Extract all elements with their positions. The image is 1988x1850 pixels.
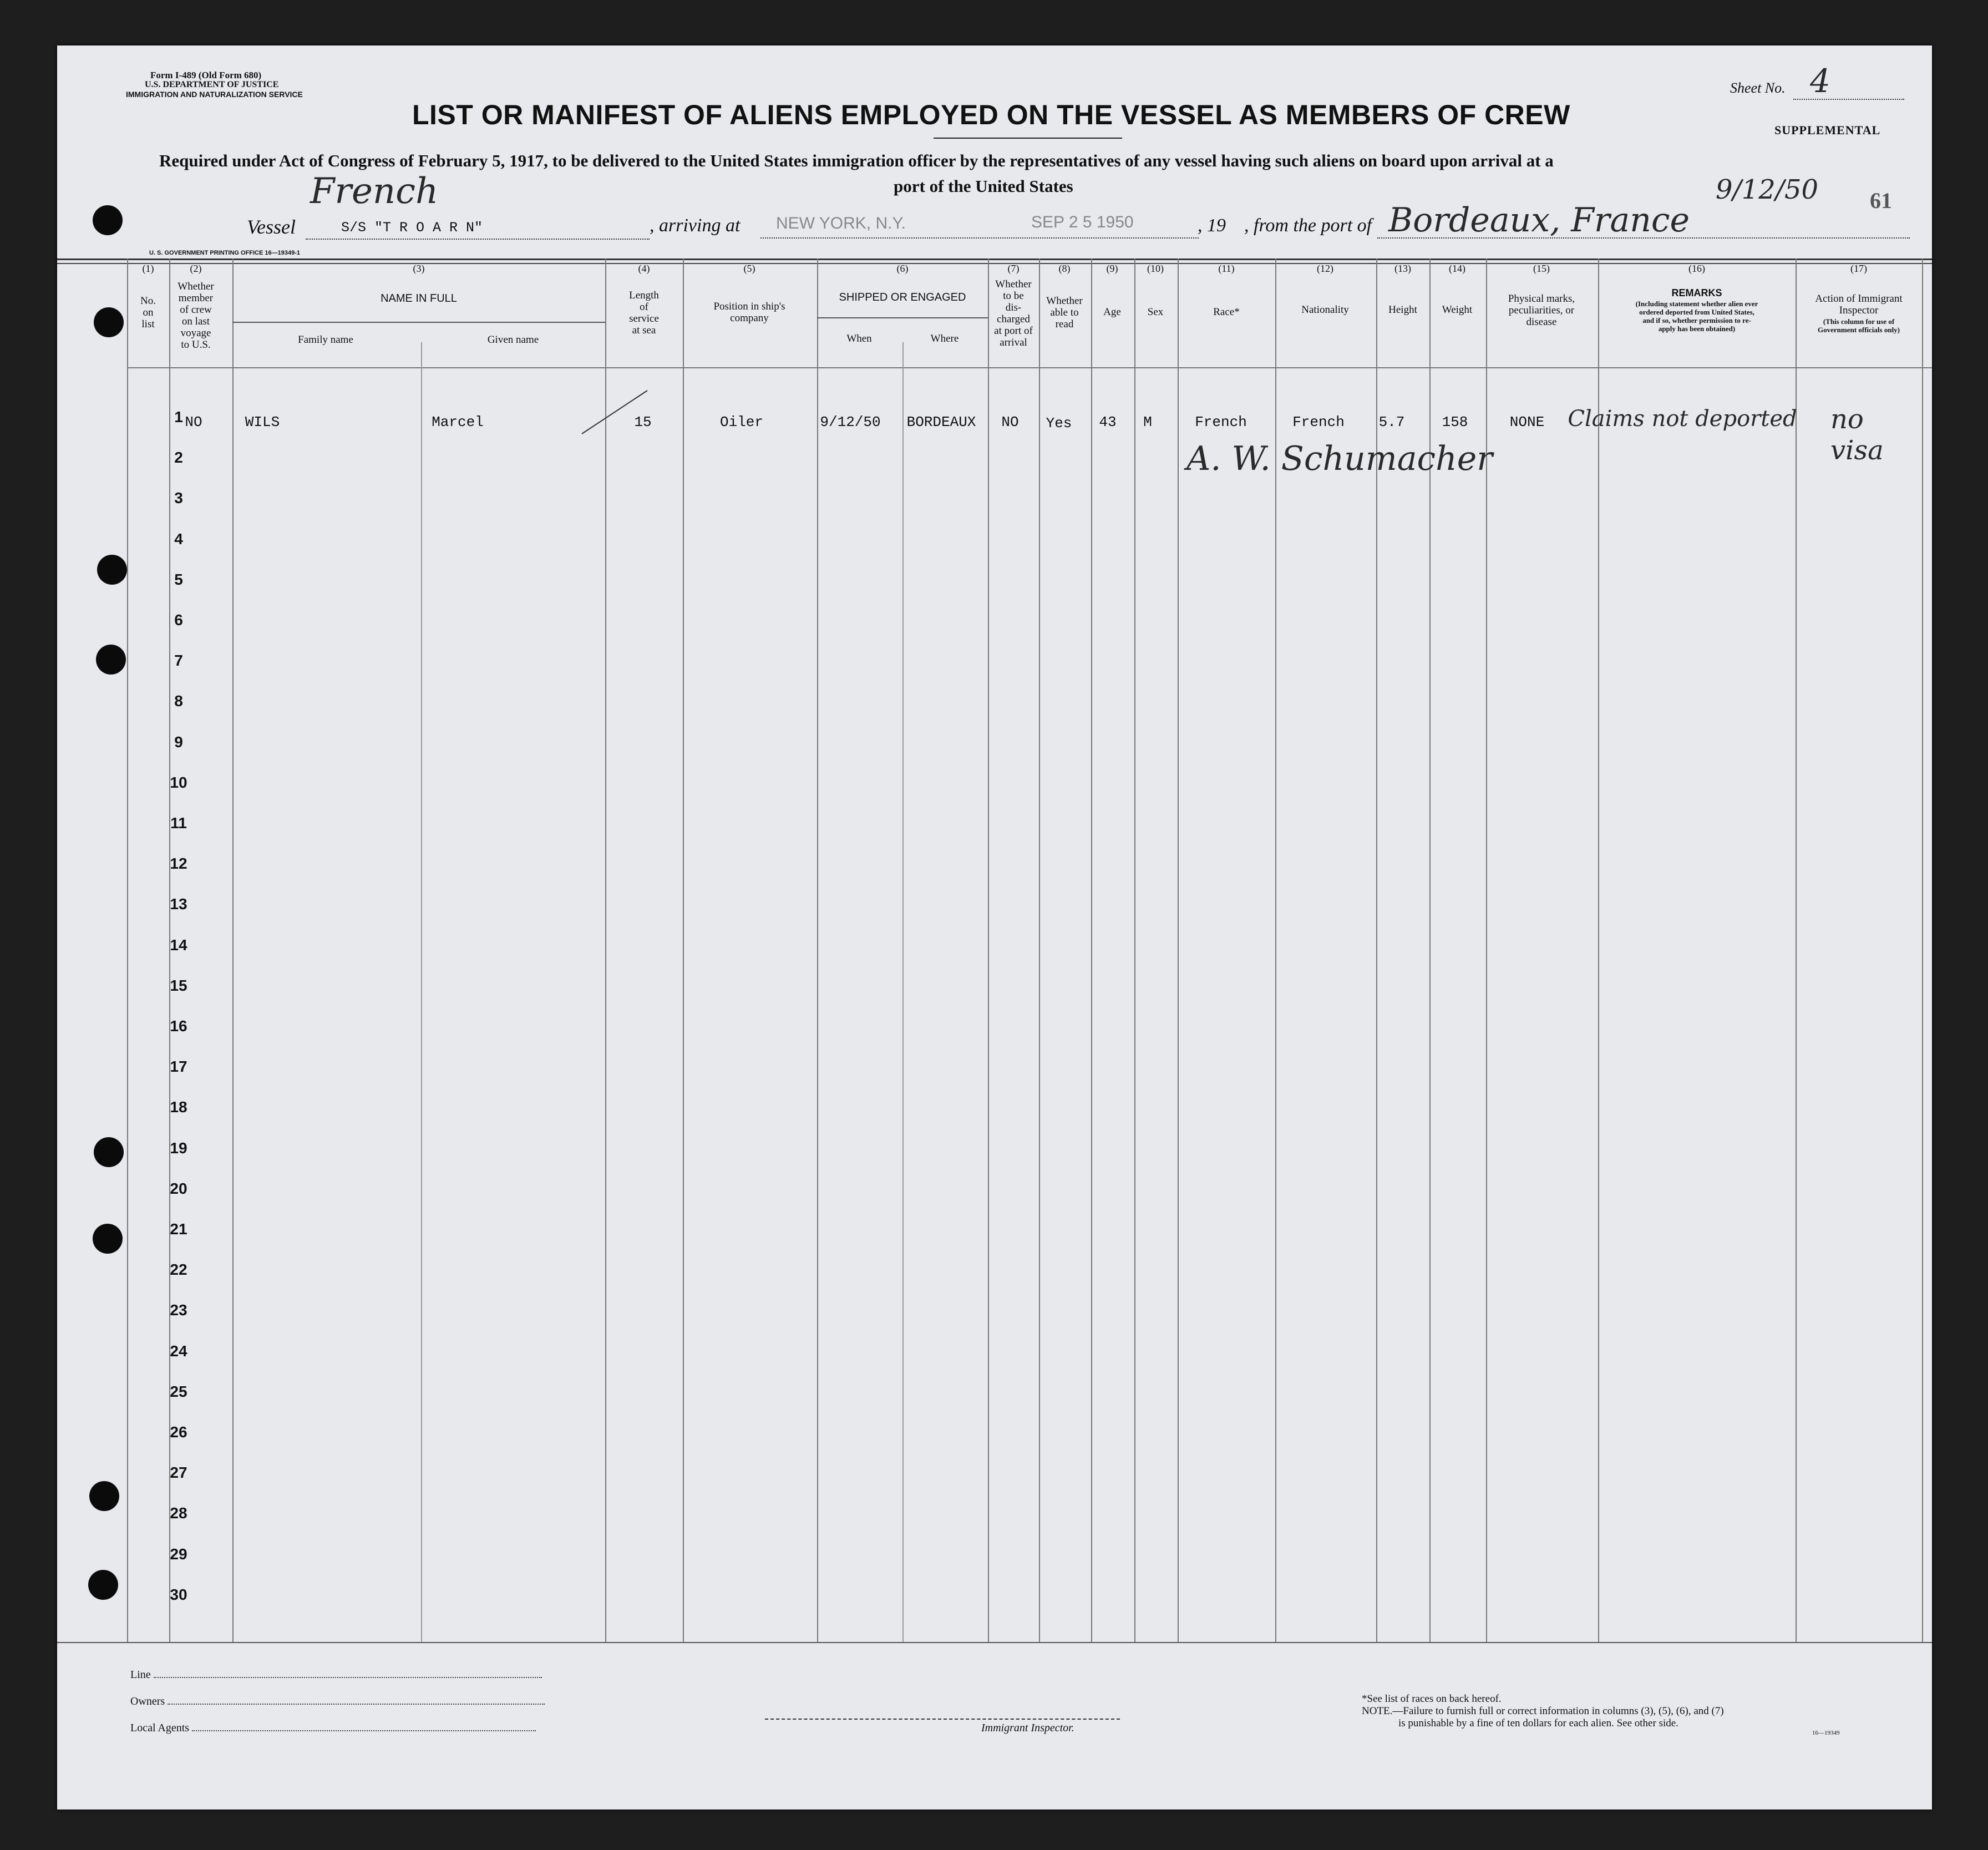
cell-crew-last-voyage: NO [185, 414, 202, 430]
inspector-note: (This column for use of Government officials only) [1817, 317, 1900, 334]
col-rule [683, 259, 684, 1642]
col-rule [1178, 259, 1179, 1642]
row-number: 28 [170, 1504, 187, 1522]
cell-inspector-action: no visa [1830, 404, 1884, 466]
header-position: Position in ship's company [713, 301, 785, 324]
col-number: (10) [1147, 263, 1164, 274]
cell-height: 5.7 [1378, 414, 1405, 430]
footer-agents-text: Local Agents [130, 1722, 190, 1734]
col-rule [605, 259, 606, 1642]
races-note: *See list of races on back hereof. [1362, 1693, 1502, 1705]
table-top-rule-2 [57, 263, 1932, 264]
title-rule [934, 138, 1122, 139]
col-number: (13) [1394, 263, 1411, 274]
sheet-label: Sheet No. [1730, 80, 1786, 96]
col-number: (6) [896, 263, 909, 274]
cell-length-of-service: 15 [634, 414, 652, 430]
col-rule [1796, 259, 1797, 1642]
col-rule [421, 342, 422, 1642]
punch-hole [93, 1224, 123, 1254]
header-physical-marks: Physical marks, peculiarities, or disease [1508, 293, 1575, 328]
row-number: 23 [170, 1301, 187, 1319]
col-number: (3) [413, 263, 425, 274]
header-length-of-service: Length of service at sea [629, 290, 659, 336]
year-label: , 19 [1198, 215, 1226, 236]
col-number: (12) [1317, 263, 1333, 274]
col-rule [1922, 259, 1923, 1642]
header-remarks: REMARKS [1671, 287, 1722, 298]
penalty-note-2: is punishable by a fine of ten dollars for each alien. See other side. [1398, 1717, 1678, 1729]
row-number: 8 [174, 692, 183, 710]
header-able-to-read: Whether able to read [1046, 295, 1083, 330]
row-number: 19 [170, 1139, 187, 1157]
header-action-inspector: Action of Immigrant Inspector [1815, 293, 1903, 316]
footer-agents-rule [192, 1730, 536, 1731]
punch-hole [93, 205, 123, 235]
footer-owners-label [130, 1695, 545, 1708]
punch-hole [88, 1570, 118, 1600]
from-port: Bordeaux, France [1388, 201, 1690, 240]
printing-office: U. S. GOVERNMENT PRINTING OFFICE 16—19349-1 [149, 250, 301, 256]
subtitle-line-2: port of the United States [894, 176, 1073, 196]
table-top-rule [57, 259, 1932, 260]
row-number: 13 [170, 895, 187, 913]
row-number: 1 [174, 408, 183, 425]
row-number: 4 [174, 530, 183, 548]
footer-line-label [130, 1669, 542, 1681]
row-number: 20 [170, 1179, 187, 1197]
punch-hole [94, 1137, 124, 1167]
header-no-on-list: No. on list [140, 295, 156, 330]
cell-sex: M [1143, 414, 1152, 430]
stamp-number: 61 [1870, 188, 1892, 213]
footer-agents-label [130, 1722, 536, 1735]
cell-nationality: French [1292, 414, 1345, 430]
cell-race: French [1195, 414, 1247, 430]
sheet-number: 4 [1810, 62, 1830, 100]
footer-owners-text: Owners [130, 1695, 165, 1707]
cell-weight: 158 [1442, 414, 1468, 430]
col-number: (17) [1850, 263, 1867, 274]
cell-position: Oiler [719, 414, 764, 430]
col-number: (2) [190, 263, 202, 274]
row-number: 12 [170, 855, 187, 873]
col-rule [817, 259, 818, 1642]
col-rule [1134, 259, 1135, 1642]
manifest-sheet [57, 45, 1932, 1810]
row-number: 9 [174, 733, 183, 751]
vessel-label: Vessel [247, 216, 296, 238]
row-number: 24 [170, 1342, 187, 1360]
row-number: 25 [170, 1382, 187, 1400]
arriving-label: , arriving at [650, 215, 741, 236]
row-number: 6 [174, 611, 183, 629]
vessel-nationality: French [310, 171, 439, 212]
footer-code: 16—19349 [1812, 1730, 1840, 1736]
punch-hole [94, 307, 124, 337]
row-number: 29 [170, 1545, 187, 1563]
cell-physical-marks: NONE [1509, 414, 1545, 430]
arrival-date: SEP 2 5 1950 [1031, 213, 1134, 231]
handwritten-date: 9/12/50 [1716, 174, 1819, 205]
header-when: When [846, 333, 872, 344]
header-name-in-full: NAME IN FULL [381, 292, 457, 305]
header-nationality: Nationality [1301, 304, 1349, 316]
row-number: 11 [170, 814, 187, 832]
table-bottom-rule [57, 1642, 1932, 1643]
footer-owners-rule [168, 1704, 545, 1705]
col-rule [988, 259, 989, 1642]
header-given-name: Given name [487, 334, 539, 346]
col-number: (8) [1058, 263, 1071, 274]
service-name: IMMIGRATION AND NATURALIZATION SERVICE [126, 90, 303, 99]
cell-age: 43 [1099, 414, 1117, 430]
arriving-underline [760, 237, 1199, 239]
header-crew-last-voyage: Whether member of crew on last voyage to U.S. [178, 281, 214, 351]
form-number: Form I-489 (Old Form 680) [150, 70, 262, 80]
header-family-name: Family name [298, 334, 353, 346]
cell-remarks: Claims not deported [1568, 406, 1797, 432]
col-rule [232, 259, 234, 1642]
header-where: Where [930, 333, 959, 344]
col-number: (15) [1533, 263, 1550, 274]
row-number: 10 [170, 773, 187, 791]
col-number: (9) [1106, 263, 1118, 274]
page-title: LIST OR MANIFEST OF ALIENS EMPLOYED ON THE VESSEL AS MEMBERS OF CREW [412, 99, 1570, 130]
row-number: 22 [170, 1261, 187, 1279]
header-sex: Sex [1147, 306, 1164, 318]
col-number: (16) [1688, 263, 1705, 274]
row-number: 26 [170, 1423, 187, 1441]
row-number: 18 [170, 1098, 187, 1116]
shipped-subrule [817, 317, 988, 318]
punch-hole [96, 645, 126, 675]
row-number: 16 [170, 1017, 187, 1035]
row-number: 15 [170, 976, 187, 994]
row-number: 21 [170, 1220, 187, 1238]
col-rule [127, 259, 128, 1642]
cell-able-to-read: Yes [1046, 415, 1072, 432]
footer-line-text: Line [130, 1669, 151, 1681]
arriving-port: NEW YORK, N.Y. [776, 214, 906, 232]
department-name: U.S. DEPARTMENT OF JUSTICE [145, 80, 279, 89]
row-number: 5 [174, 570, 183, 588]
row-number: 17 [170, 1058, 187, 1076]
header-race: Race* [1213, 306, 1240, 318]
row-number: 14 [170, 936, 187, 954]
cell-given-name: Marcel [432, 414, 484, 430]
header-weight: Weight [1442, 304, 1473, 316]
header-discharged: Whether to be dis- charged at port of arrival [994, 278, 1033, 348]
col-rule [1598, 259, 1599, 1642]
cell-where: BORDEAUX [906, 414, 976, 430]
vessel-underline [306, 239, 650, 240]
punch-hole [89, 1481, 119, 1511]
footer-line-rule [154, 1677, 542, 1678]
from-port-underline [1377, 237, 1910, 239]
header-shipped-engaged: SHIPPED OR ENGAGED [839, 291, 966, 303]
col-rule [1091, 259, 1092, 1642]
sheet-underline [1793, 99, 1904, 100]
col-number: (11) [1218, 263, 1235, 274]
col-number: (7) [1007, 263, 1020, 274]
name-subrule [232, 322, 605, 323]
inspector-label: Immigrant Inspector. [981, 1722, 1074, 1734]
signature: A. W. Schumacher [1186, 439, 1493, 478]
row-number: 27 [170, 1464, 187, 1482]
punch-hole [97, 555, 127, 585]
cell-when: 9/12/50 [820, 414, 881, 430]
subtitle-line-1: Required under Act of Congress of February 5, 1917, to be delivered to the United States immigration officer by the representatives of any vessel having such aliens on board upon arrival at a [159, 151, 1554, 170]
col-number: (1) [142, 263, 154, 274]
penalty-note-1: NOTE.—Failure to furnish full or correct information in columns (3), (5), (6), and (7) [1362, 1705, 1724, 1717]
header-bottom-rule [127, 367, 1932, 368]
col-number: (14) [1449, 263, 1465, 274]
header-age: Age [1103, 306, 1121, 318]
col-number: (4) [638, 263, 650, 274]
inspector-signature-rule [765, 1719, 1120, 1720]
row-number: 30 [170, 1585, 187, 1603]
col-rule [902, 342, 904, 1642]
row-number: 2 [174, 449, 183, 467]
vessel-name: S/S "T R O A R N" [341, 220, 483, 236]
col-number: (5) [743, 263, 755, 274]
cell-family-name: WILS [245, 414, 280, 430]
row-number: 3 [174, 489, 183, 507]
remarks-note: (Including statement whether alien ever ordered deported from United States, and if so, whether permission to re- apply has been obtained) [1635, 300, 1758, 333]
header-height: Height [1388, 304, 1417, 316]
cell-discharged: NO [1001, 414, 1019, 430]
col-rule [1039, 259, 1040, 1642]
from-port-label: , from the port of [1244, 215, 1372, 236]
supplemental-stamp: SUPPLEMENTAL [1774, 123, 1881, 137]
row-number: 7 [174, 652, 183, 670]
